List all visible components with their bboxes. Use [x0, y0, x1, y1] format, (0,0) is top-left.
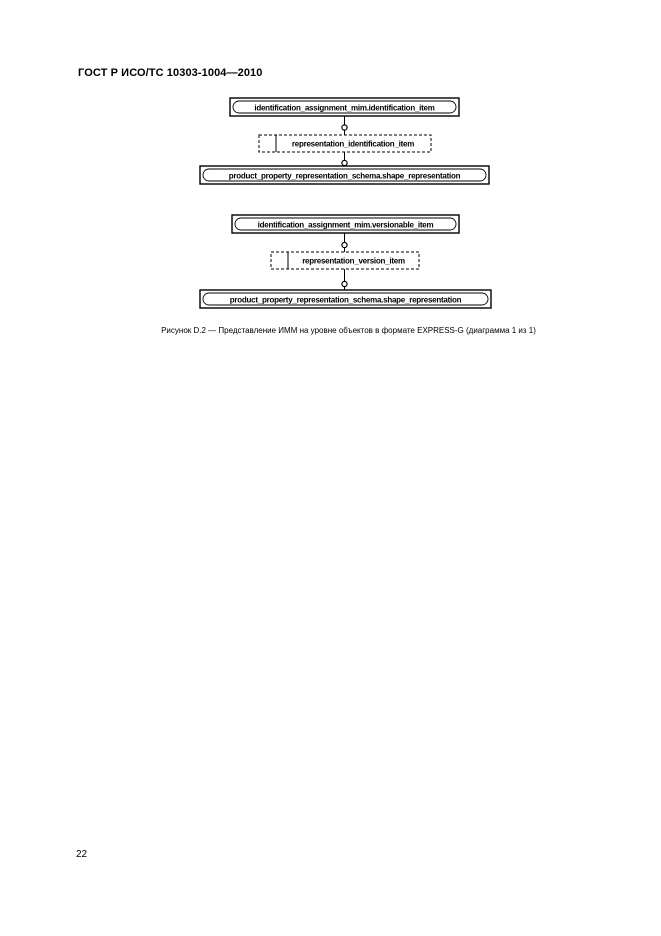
- entity-label: identification_assignment_mim.identification_item: [254, 103, 435, 113]
- document-header: ГОСТ Р ИСО/ТС 10303-1004—2010: [78, 67, 263, 79]
- entity-box-shape-representation-2: [200, 290, 491, 308]
- entity-box-identification-item: [230, 98, 459, 116]
- entity-box-shape-representation: [200, 166, 489, 184]
- page-number: 22: [76, 849, 88, 860]
- figure-caption-text: Рисунок D.2 — Представление ИММ на уровне объектов в формате EXPRESS-G (диаграмма 1 из 1): [161, 326, 536, 335]
- select-box-representation-version-item: [271, 252, 419, 269]
- select-label: representation_identification_item: [291, 139, 415, 149]
- relationship-circle: [342, 242, 347, 247]
- express-g-diagram: [0, 0, 661, 320]
- relationship-circle: [342, 125, 347, 130]
- figure-caption: [0, 326, 661, 335]
- entity-label: identification_assignment_mim.versionable_item: [257, 220, 434, 230]
- relationship-circle: [342, 281, 347, 286]
- entity-label: product_property_representation_schema.shape_representation: [228, 171, 461, 181]
- select-box-representation-identification-item: [259, 135, 431, 152]
- relationship-circle: [342, 160, 347, 165]
- entity-box-versionable-item: [232, 215, 459, 233]
- select-label: representation_version_item: [302, 256, 405, 266]
- entity-label: product_property_representation_schema.shape_representation: [229, 295, 462, 305]
